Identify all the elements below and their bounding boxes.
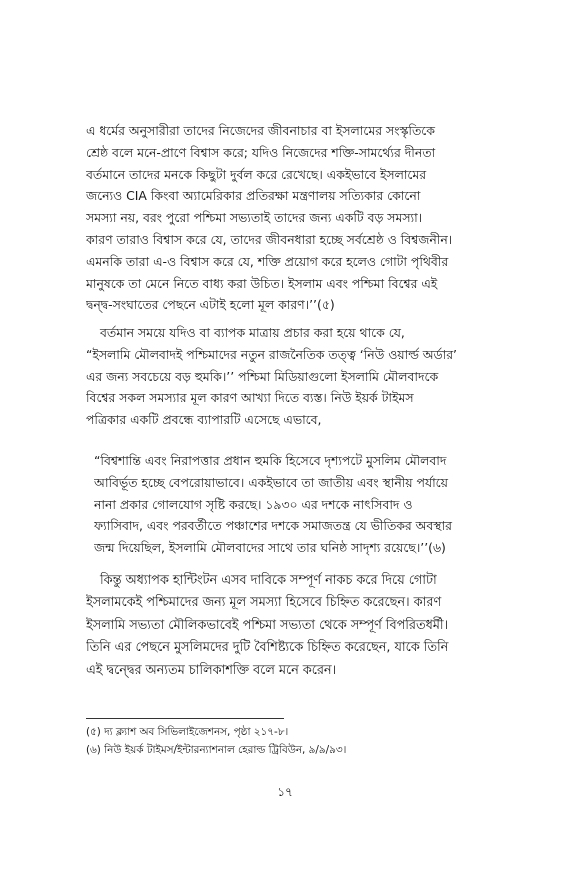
text-line: ইসলামি সভ্যতা মৌলিকভাবেই পশ্চিমা সভ্যতা থেকে সম্পূর্ণ বিপরিতধর্মী। <box>86 617 449 633</box>
text-line: পত্রিকার একটি প্রবন্ধে ব্যাপারটি এসেছে এভাবে, <box>86 412 322 428</box>
paragraph-quote-continuation <box>86 120 488 316</box>
text-line: নানা প্রকার গোলযোগ সৃষ্টি করছে। ১৯৩০ এর দশকে নাৎসিবাদ ও <box>94 496 413 512</box>
text-line: “ইসলামি মৌলবাদই পশ্চিমাদের নতুন রাজনৈতিক তত্ত্ব ‘নিউ ওয়ার্ল্ড অর্ডার’ <box>86 346 457 362</box>
footnote: (৬) নিউ ইয়র্ক টাইমস/ইন্টারন্যাশনাল হেরাল্ড ট্রিবিউন, ৯/৯/৯৩। <box>86 744 347 756</box>
text-line: এর জন্য সবচেয়ে বড় হুমকি।’’ পশ্চিমা মিডিয়াগুলো ইসলামি মৌলবাদকে <box>86 368 439 384</box>
text-line: দ্বন্দ্ব-সংঘাতের পেছনে এটাই হলো মূল কারণ।’’(৫) <box>86 297 335 313</box>
footnote: (৫) দ্য ক্ল্যাশ অব সিভিলাইজেশনস, পৃষ্ঠা ২১৭-৮। <box>86 726 289 738</box>
text-line: ইসলামকেই পশ্চিমাদের জন্য মূল সমস্যা হিসেবে চিহ্নিত করেছেন। কারণ <box>86 595 442 611</box>
text-line: মানুষকে তা মেনে নিতে বাধ্য করা উচিত। ইসলাম এবং পশ্চিমা বিশ্বের এই <box>86 275 438 291</box>
text-line: সমস্যা নয়, বরং পুরো পশ্চিমা সভ্যতাই তাদের জন্য একটি বড় সমস্যা। <box>86 210 423 226</box>
text-line: বর্তমান সময়ে যদিও বা ব্যাপক মাত্রায় প্রচার করা হয়ে থাকে যে, <box>100 325 405 340</box>
text-line: বিশ্বের সকল সমস্যার মূল কারণ আখ্যা দিতে ব্যস্ত। নিউ ইয়র্ক টাইমস <box>86 390 414 406</box>
text-line: কিন্তু অধ্যাপক হান্টিংটন এসব দাবিকে সম্পূর্ণ নাকচ করে দিয়ে গোটা <box>100 573 437 588</box>
text-line: তিনি এর পেছনে মুসলিমদের দুটি বৈশিষ্ট্যকে চিহ্নিত করেছেন, যাকে তিনি <box>86 640 449 656</box>
text-line: বর্তমানে তাদের মনকে কিছুটা দুর্বল করে রেখেছে। একইভাবে ইসলামের <box>86 166 427 182</box>
text-line: এমনকি তারা এ-ও বিশ্বাস করে যে, শক্তি প্রয়োগ করে হলেও গোটা পৃথিবীর <box>86 253 449 269</box>
text-line: জন্যেও CIA কিংবা অ্যামেরিকার প্রতিরক্ষা মন্ত্রণালয় সত্যিকার কোনো <box>86 188 421 204</box>
text-line: “বিশ্বশান্তি এবং নিরাপত্তার প্রধান হুমকি হিসেবে দৃশ্যপটে মুসলিম মৌলবাদ <box>94 453 447 468</box>
paragraph-body <box>86 322 488 431</box>
block-quote <box>94 450 486 559</box>
text-line: জন্ম দিয়েছিল, ইসলামি মৌলবাদের সাথে তার ঘনিষ্ঠ সাদৃশ্য রয়েছে।’’(৬) <box>94 540 446 556</box>
footnote-divider <box>86 718 284 719</box>
text-line: আবির্ভূত হচ্ছে বেপরোয়াভাবে। একইভাবে তা জাতীয় এবং স্থানীয় পর্যায়ে <box>94 474 448 490</box>
paragraph-body <box>86 570 488 682</box>
text-line: ফ্যাসিবাদ, এবং পরবর্তীতে পঞ্চাশের দশকে সমাজতন্ত্র যে ভীতিকর অবস্থার <box>94 518 452 534</box>
text-line: কারণ তারাও বিশ্বাস করে যে, তাদের জীবনধারা হচ্ছে সর্বশ্রেষ্ঠ ও বিশ্বজনীন। <box>86 231 453 247</box>
text-line: এ ধর্মের অনুসারীরা তাদের নিজেদের জীবনাচার বা ইসলামের সংস্কৃতিকে <box>86 123 435 138</box>
page-number: ১৭ <box>277 785 293 799</box>
text-line: শ্রেষ্ঠ বলে মনে-প্রাণে বিশ্বাস করে; যদিও নিজেদের শক্তি-সামর্থ্যের দীনতা <box>86 144 436 160</box>
text-line: এই দ্বন্দ্বের অন্যতম চালিকাশক্তি বলে মনে করেন। <box>86 662 337 678</box>
